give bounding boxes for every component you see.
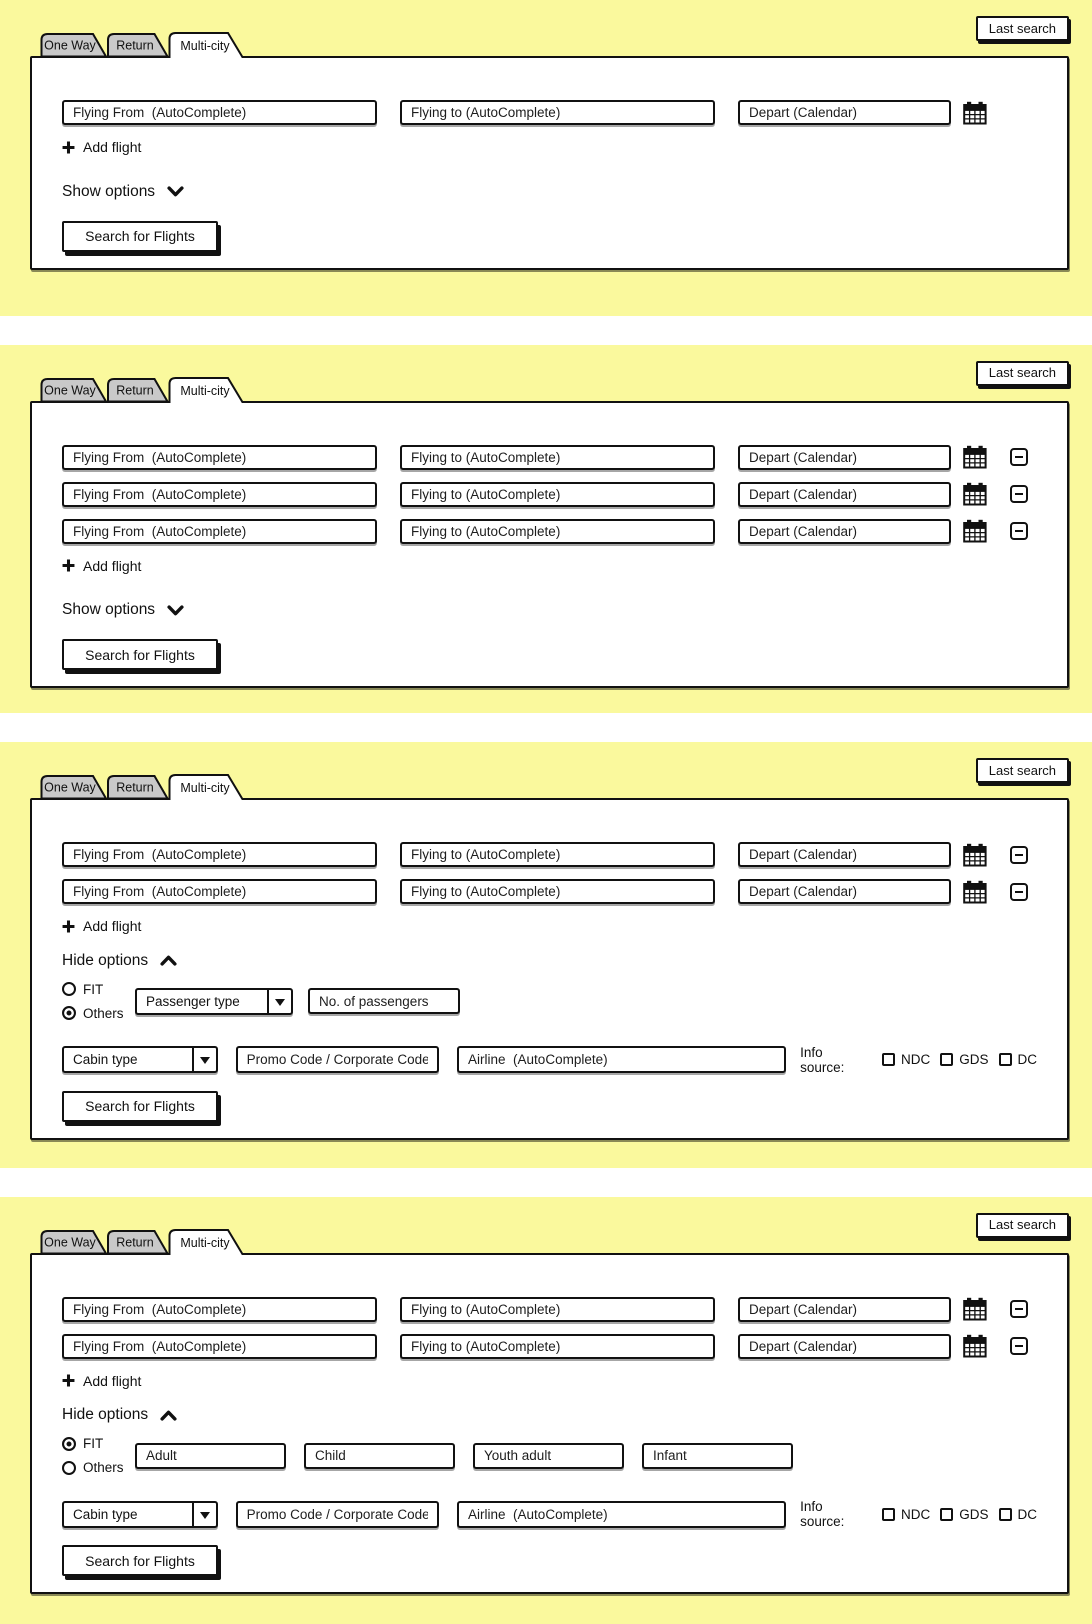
add-flight-label: Add flight: [83, 558, 141, 574]
checkbox-box: [882, 1508, 895, 1521]
add-flight-link[interactable]: [62, 918, 141, 934]
others-radio[interactable]: [62, 1460, 135, 1475]
tab-label: One Way: [44, 383, 96, 397]
dc-label: DC: [1018, 1507, 1038, 1522]
flight-row: [62, 842, 1037, 867]
plus-icon: [62, 920, 75, 933]
calendar-icon[interactable]: [963, 101, 987, 125]
tab-one-way[interactable]: [42, 1231, 107, 1254]
show-options-toggle[interactable]: [62, 183, 184, 201]
cabin-type-select[interactable]: [62, 1046, 218, 1073]
flying-from-input[interactable]: [62, 879, 377, 904]
depart-input[interactable]: [738, 879, 951, 904]
last-search-button[interactable]: Last search: [976, 361, 1069, 386]
passenger-options-row: [62, 1436, 1037, 1475]
tab-return[interactable]: [108, 776, 168, 799]
remove-flight-button[interactable]: [1010, 1337, 1028, 1355]
tab-one-way[interactable]: [42, 379, 107, 402]
tab-return[interactable]: [108, 379, 168, 402]
calendar-icon[interactable]: [963, 445, 987, 469]
cabin-type-select[interactable]: [62, 1501, 218, 1528]
panel-topbar: [30, 758, 1069, 798]
wireframe-state-4: [0, 1197, 1092, 1624]
plus-icon: [62, 1374, 75, 1387]
tab-return[interactable]: [108, 34, 168, 57]
info-source-label: Info source:: [800, 1045, 870, 1075]
depart-input[interactable]: [738, 842, 951, 867]
flight-row: [62, 445, 1037, 470]
checkbox-box: [940, 1508, 953, 1521]
tab-label: Return: [116, 39, 154, 53]
promo-code-input[interactable]: [236, 1501, 439, 1528]
remove-flight-button[interactable]: [1010, 883, 1028, 901]
tab-label: One Way: [44, 1235, 96, 1249]
tab-label: Return: [116, 781, 154, 795]
flying-to-input[interactable]: [400, 1334, 715, 1359]
tab-label: Return: [116, 383, 154, 397]
flight-row: [62, 879, 1037, 904]
flight-row: [62, 482, 1037, 507]
calendar-icon[interactable]: [963, 1297, 987, 1321]
multi-city-panel: [30, 798, 1069, 1140]
calendar-icon[interactable]: [963, 1334, 987, 1358]
tab-label: One Way: [44, 39, 96, 53]
add-flight-link[interactable]: [62, 139, 141, 155]
passengers-count-input[interactable]: [308, 988, 460, 1014]
checkbox-box: [999, 1053, 1012, 1066]
cabin-type-value: Cabin type: [64, 1503, 192, 1526]
tab-multi-city[interactable]: [170, 1230, 244, 1255]
flying-to-input[interactable]: [400, 1297, 715, 1322]
wireframe-state-2: [0, 345, 1092, 714]
passenger-type-value: Passenger type: [137, 990, 267, 1013]
tab-return[interactable]: [108, 1231, 168, 1254]
panel-topbar: [30, 1213, 1069, 1253]
tab-multi-city[interactable]: [170, 775, 244, 800]
info-source-group: [800, 1499, 1037, 1529]
hide-options-toggle[interactable]: [62, 1406, 177, 1424]
flying-from-input[interactable]: [62, 842, 377, 867]
flying-from-input[interactable]: [62, 445, 377, 470]
tab-strip: [40, 31, 250, 58]
ndc-checkbox[interactable]: [882, 1507, 930, 1522]
others-radio[interactable]: [62, 1006, 135, 1021]
tab-multi-city[interactable]: [170, 378, 244, 403]
ndc-label: NDC: [901, 1052, 930, 1067]
add-flight-label: Add flight: [83, 1373, 141, 1389]
info-source-label: Info source:: [800, 1499, 870, 1529]
show-options-label: Show options: [62, 183, 155, 201]
tab-one-way[interactable]: [42, 776, 107, 799]
panel-topbar: [30, 16, 1069, 56]
flying-to-input[interactable]: [400, 879, 715, 904]
calendar-icon[interactable]: [963, 482, 987, 506]
calendar-icon[interactable]: [963, 519, 987, 543]
plus-icon: [62, 559, 75, 572]
fit-radio-label: FIT: [83, 1436, 103, 1451]
checkbox-box: [882, 1053, 895, 1066]
depart-input[interactable]: [738, 100, 951, 125]
passenger-mode-radios: [62, 982, 135, 1021]
plus-icon: [62, 141, 75, 154]
calendar-icon[interactable]: [963, 880, 987, 904]
chevron-down-icon: [167, 605, 184, 616]
flight-row: [62, 519, 1037, 544]
tab-label: Return: [116, 1235, 154, 1249]
wireframe-state-1: [0, 0, 1092, 316]
tab-strip: [40, 773, 250, 800]
depart-input[interactable]: [738, 482, 951, 507]
airline-input[interactable]: [457, 1501, 786, 1528]
tab-label: Multi-city: [180, 781, 230, 795]
dc-checkbox[interactable]: [999, 1052, 1038, 1067]
fit-radio-label: FIT: [83, 982, 103, 997]
flying-from-input[interactable]: [62, 1297, 377, 1322]
tab-strip: [40, 376, 250, 403]
fit-passenger-inputs: [135, 1443, 793, 1469]
calendar-icon[interactable]: [963, 843, 987, 867]
ndc-checkbox[interactable]: [882, 1052, 930, 1067]
flying-from-input[interactable]: [62, 519, 377, 544]
add-flight-link[interactable]: [62, 1373, 141, 1389]
tab-label: Multi-city: [180, 39, 230, 53]
show-options-label: Show options: [62, 601, 155, 619]
radio-circle: [62, 1461, 76, 1475]
gds-label: GDS: [959, 1052, 988, 1067]
tab-multi-city[interactable]: [170, 33, 244, 58]
chevron-down-icon: [167, 186, 184, 197]
others-radio-label: Others: [83, 1006, 124, 1021]
dropdown-arrow-icon: [192, 1503, 216, 1526]
flying-to-input[interactable]: [400, 519, 715, 544]
hide-options-label: Hide options: [62, 952, 148, 970]
flying-from-input[interactable]: [62, 1334, 377, 1359]
search-flights-button[interactable]: Search for Flights: [62, 639, 218, 670]
tab-label: Multi-city: [180, 384, 230, 398]
last-search-button[interactable]: Last search: [976, 1213, 1069, 1238]
flying-from-input[interactable]: [62, 100, 377, 125]
gds-checkbox[interactable]: [940, 1507, 988, 1522]
remove-flight-button[interactable]: [1010, 485, 1028, 503]
tab-strip: [40, 1228, 250, 1255]
remove-flight-button[interactable]: [1010, 522, 1028, 540]
radio-circle: [62, 982, 76, 996]
multi-city-panel: [30, 401, 1069, 689]
flight-row: [62, 100, 1037, 125]
fit-radio[interactable]: [62, 982, 135, 997]
ndc-label: NDC: [901, 1507, 930, 1522]
fit-radio[interactable]: [62, 1436, 135, 1451]
passenger-options-row: [62, 982, 1037, 1021]
dropdown-arrow-icon: [192, 1048, 216, 1071]
search-flights-button[interactable]: Search for Flights: [62, 221, 218, 252]
infant-count-input[interactable]: [642, 1443, 793, 1469]
cabin-options-row: [62, 1045, 1037, 1075]
add-flight-label: Add flight: [83, 139, 141, 155]
panel-topbar: [30, 361, 1069, 401]
passenger-mode-radios: [62, 1436, 135, 1475]
gds-checkbox[interactable]: [940, 1052, 988, 1067]
promo-code-input[interactable]: [236, 1046, 439, 1073]
add-flight-label: Add flight: [83, 918, 141, 934]
checkbox-box: [999, 1508, 1012, 1521]
passenger-type-select[interactable]: [135, 988, 293, 1015]
multi-city-panel: [30, 56, 1069, 270]
child-count-input[interactable]: [304, 1443, 455, 1469]
multi-city-panel: [30, 1253, 1069, 1595]
search-flights-button[interactable]: Search for Flights: [62, 1545, 218, 1576]
hide-options-label: Hide options: [62, 1406, 148, 1424]
info-source-group: [800, 1045, 1037, 1075]
adult-count-input[interactable]: [135, 1443, 286, 1469]
flight-row: [62, 1334, 1037, 1359]
remove-flight-button[interactable]: [1010, 846, 1028, 864]
cabin-options-row: [62, 1499, 1037, 1529]
remove-flight-button[interactable]: [1010, 1300, 1028, 1318]
chevron-up-icon: [160, 955, 177, 966]
last-search-button[interactable]: Last search: [976, 758, 1069, 783]
last-search-button[interactable]: Last search: [976, 16, 1069, 41]
tab-label: One Way: [44, 781, 96, 795]
tab-label: Multi-city: [180, 1236, 230, 1250]
gds-label: GDS: [959, 1507, 988, 1522]
depart-input[interactable]: [738, 1334, 951, 1359]
radio-circle-selected: [62, 1006, 76, 1020]
remove-flight-button[interactable]: [1010, 448, 1028, 466]
chevron-up-icon: [160, 1410, 177, 1421]
flight-row: [62, 1297, 1037, 1322]
flying-to-input[interactable]: [400, 842, 715, 867]
others-radio-label: Others: [83, 1460, 124, 1475]
flying-to-input[interactable]: [400, 482, 715, 507]
tab-one-way[interactable]: [42, 34, 107, 57]
cabin-type-value: Cabin type: [64, 1048, 192, 1071]
add-flight-link[interactable]: [62, 558, 141, 574]
depart-input[interactable]: [738, 519, 951, 544]
flying-from-input[interactable]: [62, 482, 377, 507]
airline-input[interactable]: [457, 1046, 786, 1073]
radio-circle-selected: [62, 1437, 76, 1451]
depart-input[interactable]: [738, 1297, 951, 1322]
flying-to-input[interactable]: [400, 100, 715, 125]
youth-adult-count-input[interactable]: [473, 1443, 624, 1469]
dc-checkbox[interactable]: [999, 1507, 1038, 1522]
hide-options-toggle[interactable]: [62, 952, 177, 970]
wireframe-state-3: [0, 742, 1092, 1168]
depart-input[interactable]: [738, 445, 951, 470]
dropdown-arrow-icon: [267, 990, 291, 1013]
search-flights-button[interactable]: Search for Flights: [62, 1091, 218, 1122]
show-options-toggle[interactable]: [62, 601, 184, 619]
flying-to-input[interactable]: [400, 445, 715, 470]
checkbox-box: [940, 1053, 953, 1066]
dc-label: DC: [1018, 1052, 1038, 1067]
